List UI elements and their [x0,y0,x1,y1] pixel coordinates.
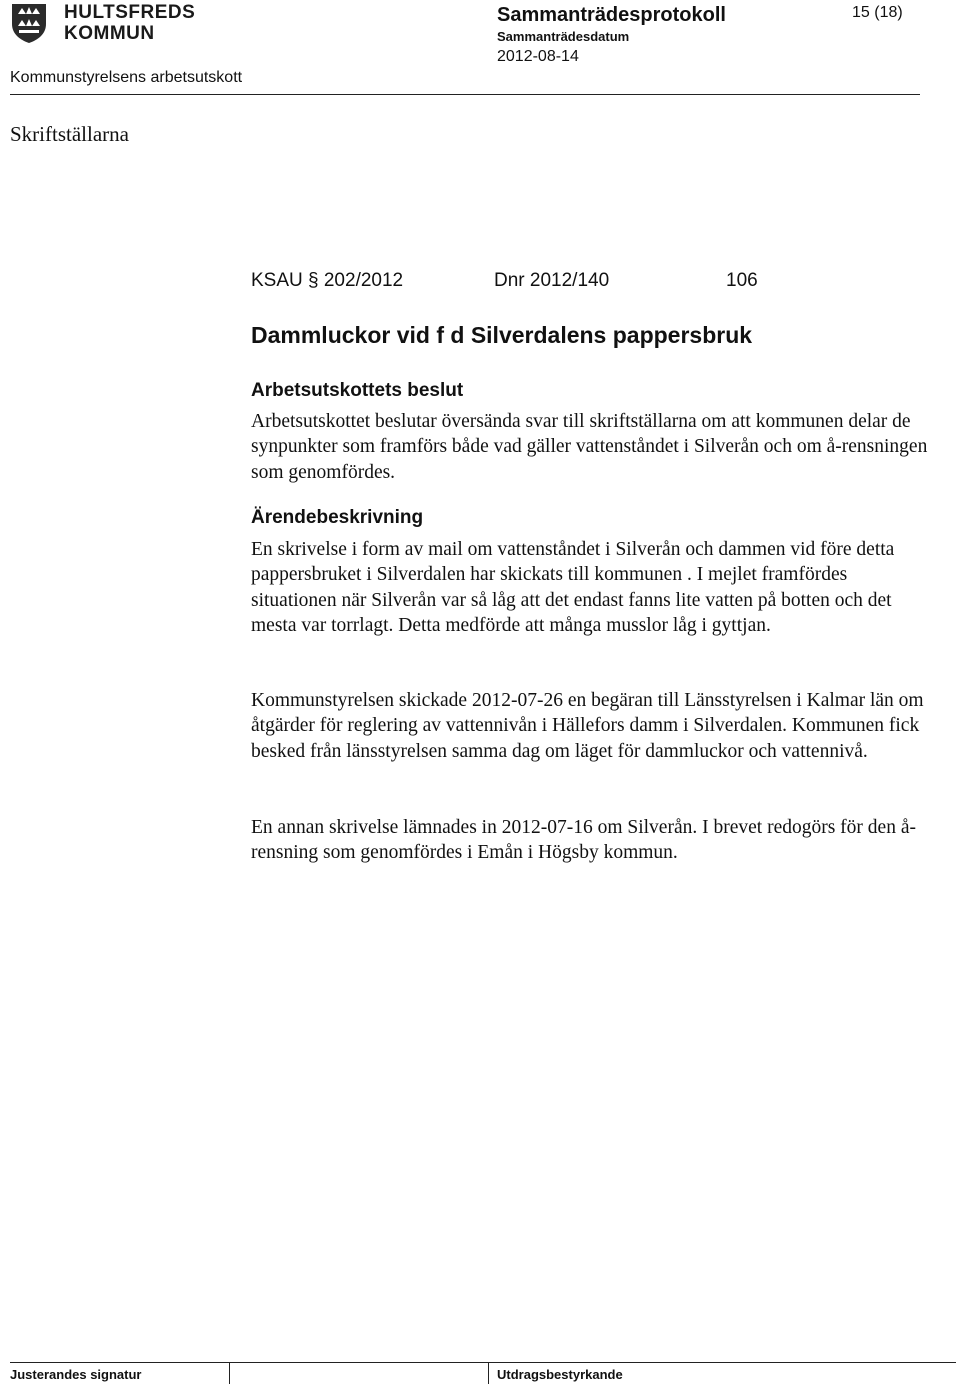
signature-box-divider [488,1362,489,1384]
committee-name: Kommunstyrelsens arbetsutskott [10,69,243,86]
municipality-logo [10,2,196,44]
logo-line-2: KOMMUN [64,23,155,44]
page-number: 15 (18) [852,4,903,21]
recipient: Skriftställarna [10,122,129,146]
page-title: Dammluckor vid f d Silverdalens pappersbruk [251,322,753,348]
meeting-date-label: Sammanträdesdatum [497,29,630,44]
decision-heading: Arbetsutskottets beslut [251,380,464,401]
coat-of-arms-icon [10,2,48,44]
header-divider [10,94,920,95]
case-dnr: Dnr 2012/140 [494,270,610,291]
case-id: KSAU § 202/2012 [251,270,404,291]
logo-text [64,2,195,44]
decision-text: Arbetsutskottet beslutar översända svar till skriftställarna om att kommunen delar de synpunkter som framförs både vad gäller vattenståndet i Silverån och om å-rensningen som genomfördes. [251,411,928,483]
case-number: 106 [726,270,758,291]
signature-box-divider [229,1362,230,1384]
description-heading: Ärendebeskrivning [251,507,424,528]
logo-line-1: HULTSFREDS [64,2,196,23]
signature-label: Justerandes signatur [10,1367,142,1382]
description-paragraph: Kommunstyrelsen skickade 2012-07-26 en begäran till Länsstyrelsen i Kalmar län om åtgärder för reglering av vattennivån i Hällefors damm i Silverdalen. Kommunen fick besked från länsstyrelsen samma dag om läget för dammluckor och vattennivå. [251,690,924,762]
extract-certification-label: Utdragsbestyrkande [497,1367,623,1382]
case-reference [251,270,758,292]
meeting-date: 2012-08-14 [497,48,579,65]
document-type: Sammanträdesprotokoll [497,4,726,26]
footer-divider [10,1362,956,1363]
description-paragraph: En annan skrivelse lämnades in 2012-07-16 om Silverån. I brevet redogörs för den å-rensning som genomfördes i Emån i Högsby kommun. [251,817,916,864]
description-paragraph: En skrivelse i form av mail om vattenståndet i Silverån och dammen vid före detta pappersbruket i Silverdalen har skickats till kommunen . I mejlet framfördes situationen när Silverån var så låg att det endast fanns lite vatten på botten och det mesta var torrlagt. Detta medförde att många musslor låg i gyttjan. [251,539,895,636]
